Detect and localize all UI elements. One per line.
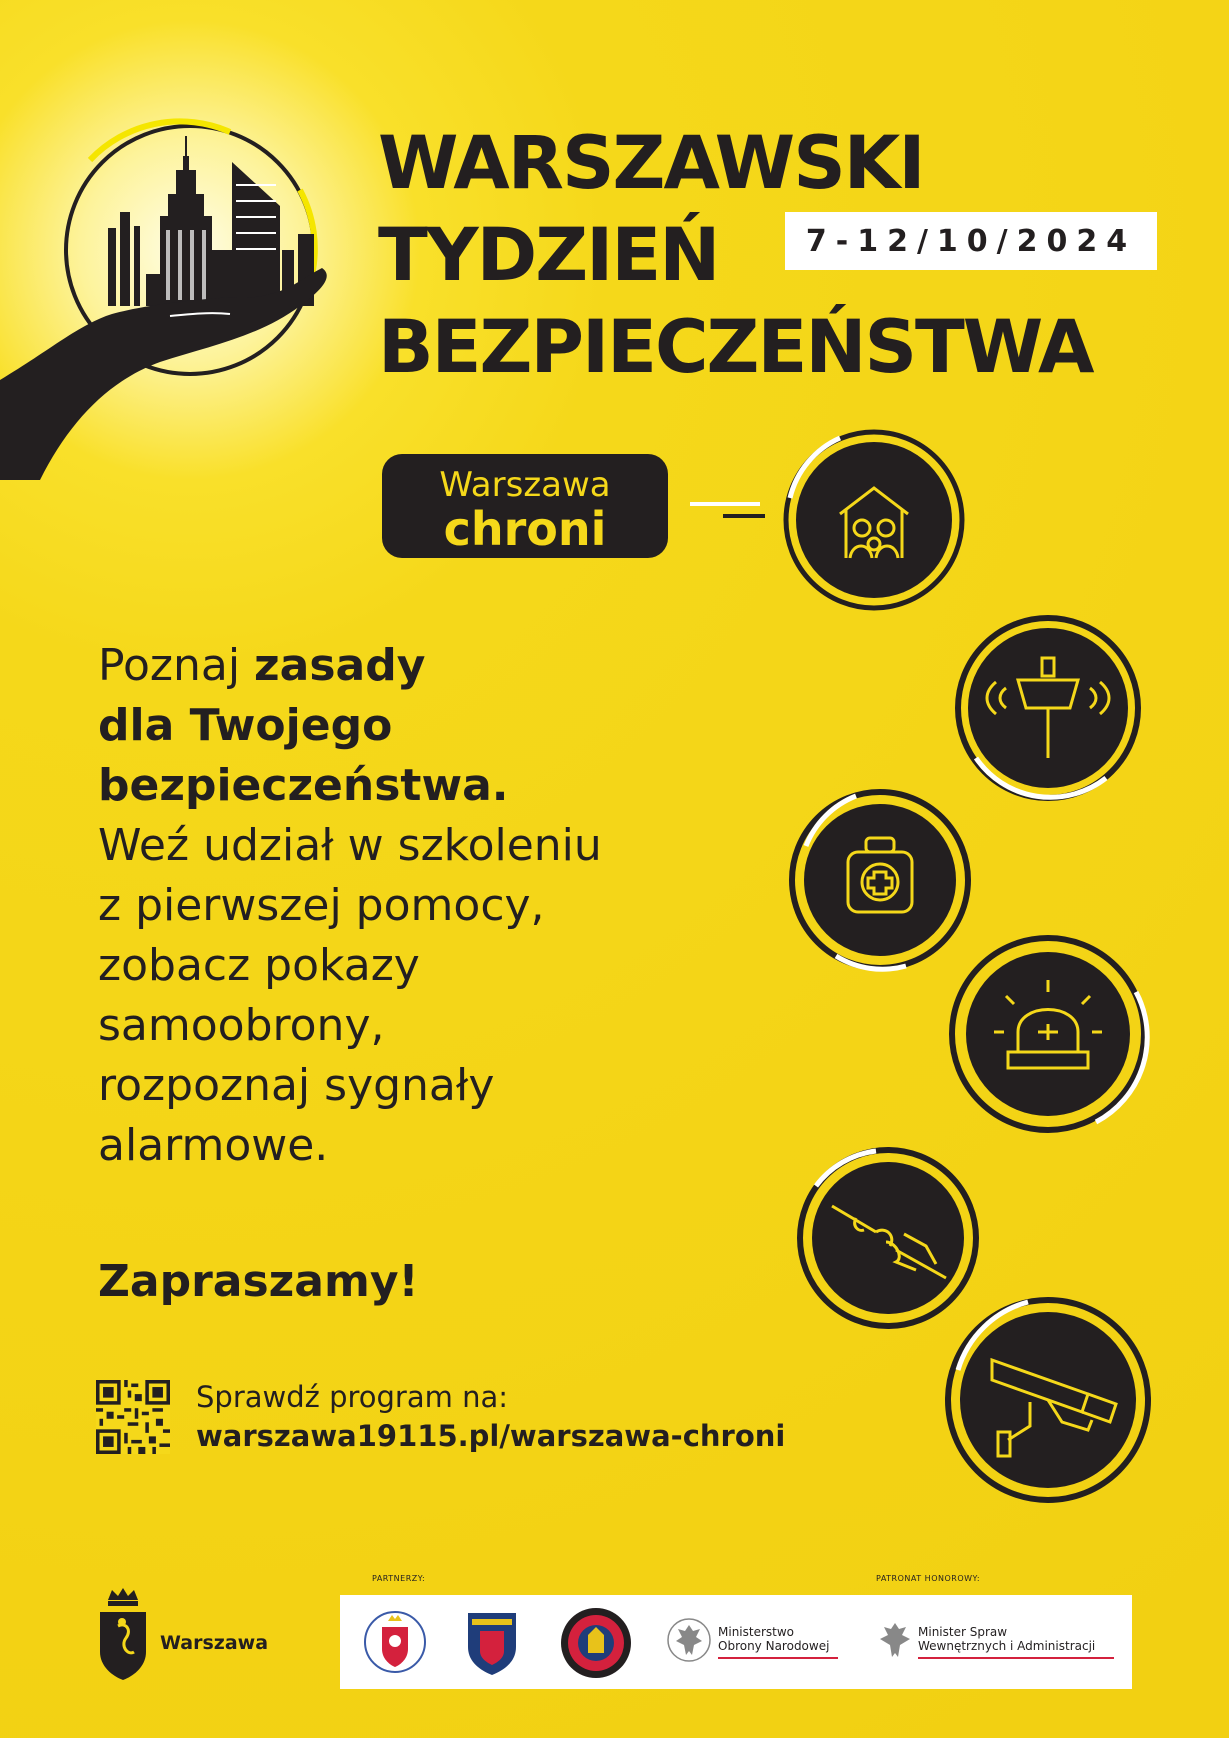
police-badge-icon — [362, 1609, 428, 1675]
city-guard-badge-icon — [462, 1607, 522, 1677]
body-line — [98, 756, 738, 816]
ministry-interior — [918, 1625, 1114, 1659]
cctv-camera-icon — [938, 1290, 1158, 1510]
body-text-bold: bezpieczeństwa. — [98, 760, 509, 811]
event-date: 7-12/10/2024 — [785, 212, 1157, 270]
body-line — [98, 636, 738, 696]
poster-body-text — [98, 636, 738, 1176]
body-text-bold: zasady — [254, 640, 426, 691]
program-label: Sprawdź program na: — [196, 1380, 509, 1414]
polish-eagle-icon — [872, 1617, 918, 1663]
body-line: rozpoznaj sygnały — [98, 1060, 495, 1111]
body-line: Weź udział w szkoleniu — [98, 820, 602, 871]
badge-line-2: chroni — [443, 502, 607, 556]
body-line: alarmowe. — [98, 1120, 329, 1171]
title-line-2: TYDZIEŃ — [378, 213, 719, 298]
ministry-defence — [718, 1625, 838, 1659]
alarm-beacon-icon — [946, 932, 1166, 1142]
connector-line — [723, 514, 765, 518]
family-house-icon — [780, 428, 1000, 614]
warszawa-chroni-badge — [382, 454, 668, 558]
body-line: z pierwszej pomocy, — [98, 880, 545, 931]
body-line: samoobrony, — [98, 1000, 385, 1051]
footer-city-name: Warszawa — [160, 1632, 269, 1654]
body-line: zobacz pokazy — [98, 940, 420, 991]
body-text-normal: Poznaj — [98, 640, 255, 691]
program-link[interactable]: warszawa19115.pl/warszawa-chroni — [196, 1419, 786, 1453]
siren-loudspeaker-icon — [936, 608, 1156, 808]
ministry-interior-line-1: Minister Spraw — [918, 1625, 1008, 1639]
title-line-3: BEZPIECZEŃSTWA — [378, 305, 1093, 390]
ministry-interior-line-2: Wewnętrznych i Administracji — [918, 1639, 1096, 1653]
invite-text: Zapraszamy! — [98, 1256, 419, 1307]
patron-label: PATRONAT HONOROWY: — [876, 1574, 981, 1583]
ministry-defence-line-2: Obrony Narodowej — [718, 1639, 830, 1653]
fire-brigade-badge-icon — [558, 1605, 634, 1681]
program-info — [196, 1378, 785, 1456]
partners-label: PARTNERZY: — [372, 1574, 426, 1583]
body-text-bold: dla Twojego — [98, 700, 393, 751]
ministry-defence-line-1: Ministerstwo — [718, 1625, 795, 1639]
ministry-interior-rule — [918, 1657, 1114, 1659]
warszawa-coat-of-arms-icon — [98, 1586, 148, 1680]
city-in-hand-icon — [0, 100, 340, 480]
partners-strip — [340, 1595, 1132, 1689]
connector-line — [690, 502, 760, 506]
qr-code[interactable] — [96, 1380, 170, 1454]
title-line-1: WARSZAWSKI — [378, 121, 924, 206]
body-line — [98, 696, 738, 756]
badge-line-1: Warszawa — [439, 465, 611, 505]
polish-eagle-icon — [666, 1617, 712, 1663]
ministry-defence-rule — [718, 1657, 838, 1659]
